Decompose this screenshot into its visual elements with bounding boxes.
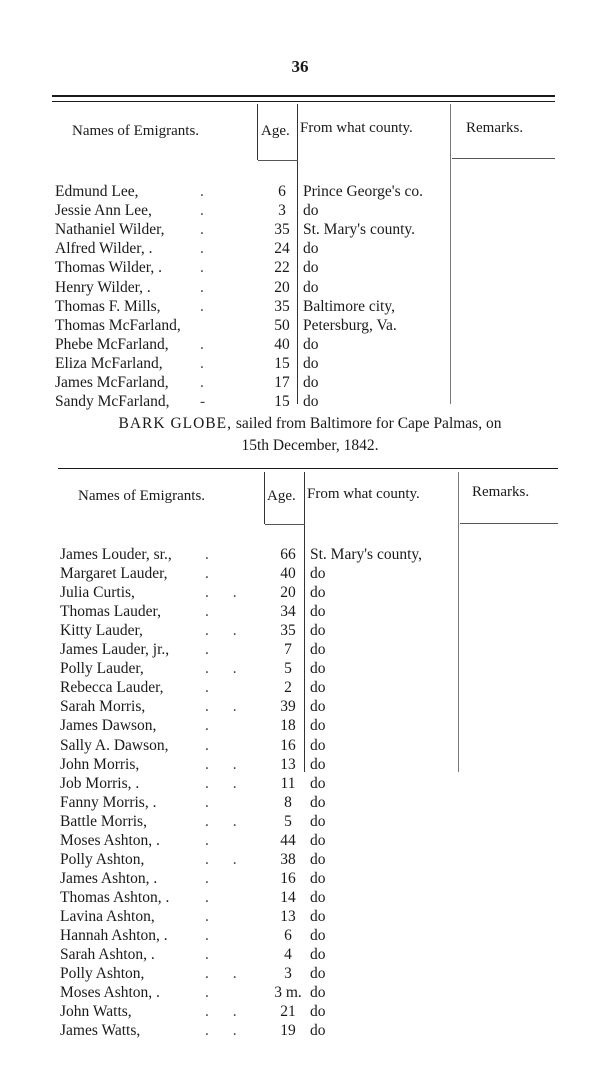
leader-dots: . xyxy=(205,946,219,964)
emigrant-county: do xyxy=(310,831,326,849)
table-row xyxy=(0,946,600,965)
leader-dots: . . xyxy=(205,850,247,868)
emigrant-age: 40 xyxy=(274,335,290,353)
emigrant-name: Jessie Ann Lee, xyxy=(55,202,152,220)
table-row xyxy=(0,240,600,259)
emigrant-name: James Ashton, . xyxy=(60,869,158,887)
emigrant-county: do xyxy=(310,622,326,640)
emigrant-name: Rebecca Lauder, xyxy=(60,679,164,697)
emigrant-name: Thomas Wilder, . xyxy=(55,259,162,277)
emigrant-age: 35 xyxy=(274,297,290,315)
leader-dots: . . xyxy=(205,965,247,983)
emigrant-name: Sally A. Dawson, xyxy=(60,736,169,754)
leader-dots: . . xyxy=(205,1022,247,1040)
emigrant-county: do xyxy=(310,1003,326,1021)
emigrant-name: James Watts, xyxy=(60,1022,141,1040)
table-row xyxy=(0,355,600,374)
emigrant-age: 6 xyxy=(278,183,286,200)
leader-dots: . xyxy=(205,793,219,811)
emigrant-age: 34 xyxy=(280,603,296,621)
table-row xyxy=(0,202,600,221)
leader-dots: . xyxy=(200,374,214,391)
emigrant-name: Eliza McFarland, xyxy=(55,354,163,372)
emigrant-county: do xyxy=(310,584,326,602)
emigrant-age: 7 xyxy=(284,641,292,659)
emigrant-county: do xyxy=(303,278,319,296)
emigrant-name: James Louder, sr., xyxy=(60,546,172,563)
emigrant-age: 19 xyxy=(280,1022,296,1040)
table-row xyxy=(0,603,600,622)
emigrant-county: do xyxy=(310,641,326,659)
table-2-column-divider-1 xyxy=(264,472,265,524)
table-row xyxy=(0,737,600,756)
leader-dots: . xyxy=(200,278,214,296)
ship-heading-line-1: sailed from Baltimore for Cape Palmas, on xyxy=(235,415,502,432)
emigrant-age: 66 xyxy=(280,546,296,563)
leader-dots: . xyxy=(200,221,214,239)
table-row xyxy=(0,584,600,603)
leader-dots: . . xyxy=(205,698,247,716)
table-row xyxy=(0,927,600,946)
emigrant-name: Sarah Morris, xyxy=(60,698,146,716)
emigrant-name: Julia Curtis, xyxy=(60,584,135,602)
emigrant-name: Polly Lauder, xyxy=(60,660,144,678)
emigrant-age: 44 xyxy=(280,831,296,849)
emigrant-name: Edmund Lee, xyxy=(55,183,139,200)
leader-dots: . xyxy=(200,240,214,258)
leader-dots: . xyxy=(205,565,219,583)
emigrant-name: Thomas McFarland, xyxy=(55,316,181,334)
emigrant-county: do xyxy=(310,717,326,735)
emigrant-county: do xyxy=(310,1022,326,1040)
emigrant-name: James Dawson, xyxy=(60,717,157,735)
emigrant-county: do xyxy=(310,736,326,754)
emigrant-county: do xyxy=(310,774,326,792)
table-row xyxy=(0,183,600,202)
leader-dots: . xyxy=(205,888,219,906)
header-rule-right xyxy=(452,158,555,159)
emigrant-county: St. Mary's county, xyxy=(310,546,423,563)
leader-dots: . xyxy=(205,641,219,659)
table-row xyxy=(0,1022,600,1041)
emigrant-county: do xyxy=(303,393,319,411)
emigrant-name: Job Morris, . xyxy=(60,774,140,792)
column-header-remarks: Remarks. xyxy=(466,120,524,136)
emigrant-county: do xyxy=(303,374,319,391)
table-row xyxy=(0,317,600,336)
page-number: 36 xyxy=(291,57,309,76)
emigrant-name: Battle Morris, xyxy=(60,812,147,830)
emigrant-age: 50 xyxy=(274,316,290,334)
emigrant-county: do xyxy=(310,565,326,583)
ship-heading xyxy=(50,413,570,457)
emigrant-age: 17 xyxy=(274,374,290,391)
table-2-header-rule xyxy=(265,524,305,525)
leader-dots: . xyxy=(205,869,219,887)
emigrant-age: 21 xyxy=(280,1003,296,1021)
leader-dots: . xyxy=(205,831,219,849)
emigrant-county: do xyxy=(310,965,326,983)
emigrant-name: Nathaniel Wilder, xyxy=(55,221,165,239)
table-2-column-header-remarks: Remarks. xyxy=(472,484,530,500)
leader-dots: . xyxy=(200,183,214,200)
table-row xyxy=(0,851,600,870)
column-divider-1 xyxy=(257,104,258,160)
emigrant-name: Moses Ashton, . xyxy=(60,984,160,1002)
table-row xyxy=(0,756,600,775)
emigrant-name: Sarah Ashton, . xyxy=(60,946,155,964)
table-row xyxy=(0,660,600,679)
emigrant-county: St. Mary's county. xyxy=(303,221,416,239)
emigrant-age: 4 xyxy=(284,946,292,964)
table-row xyxy=(0,679,600,698)
emigrant-age: 40 xyxy=(280,565,296,583)
emigrant-name: Thomas Ashton, . xyxy=(60,888,170,906)
emigrant-county: do xyxy=(310,850,326,868)
emigrant-name: Alfred Wilder, . xyxy=(55,240,153,258)
ship-name: BARK GLOBE, xyxy=(118,415,232,432)
emigrant-name: Phebe McFarland, xyxy=(55,335,169,353)
emigrant-age: 15 xyxy=(274,354,290,372)
table-row xyxy=(0,984,600,1003)
emigrant-name: Thomas F. Mills, xyxy=(55,297,161,315)
emigrant-age: 11 xyxy=(280,774,296,792)
emigrant-name: James Lauder, jr., xyxy=(60,641,170,659)
table-row xyxy=(0,889,600,908)
table-row xyxy=(0,832,600,851)
emigrant-county: do xyxy=(310,679,326,697)
table-row xyxy=(0,279,600,298)
emigrant-county: do xyxy=(303,259,319,277)
table-row xyxy=(0,775,600,794)
emigrant-age: 14 xyxy=(280,888,296,906)
table-row xyxy=(0,298,600,317)
emigrant-name: John Watts, xyxy=(60,1003,132,1021)
emigrant-age: 13 xyxy=(280,755,296,773)
emigrant-county: Prince George's co. xyxy=(303,183,424,200)
emigrant-county: Petersburg, Va. xyxy=(303,316,397,334)
table-row xyxy=(0,794,600,813)
leader-dots: . xyxy=(200,259,214,277)
emigrant-age: 18 xyxy=(280,717,296,735)
emigrant-age: 22 xyxy=(274,259,290,277)
emigrant-county: do xyxy=(310,888,326,906)
leader-dots: . . xyxy=(205,622,247,640)
leader-dots: . . xyxy=(205,755,247,773)
header-rule xyxy=(258,160,298,161)
emigrant-age: 16 xyxy=(280,869,296,887)
emigrant-name: Polly Ashton, xyxy=(60,965,145,983)
leader-dots: . . xyxy=(205,660,247,678)
emigrant-name: Thomas Lauder, xyxy=(60,603,161,621)
table-row xyxy=(0,698,600,717)
emigrant-name: Sandy McFarland, xyxy=(55,393,170,411)
leader-dots: . . xyxy=(205,774,247,792)
emigrant-name: Moses Ashton, . xyxy=(60,831,160,849)
leader-dots: . xyxy=(205,984,219,1002)
table-row xyxy=(0,813,600,832)
emigrant-county: do xyxy=(310,698,326,716)
emigrant-age: 2 xyxy=(284,679,292,697)
emigrant-name: Henry Wilder, . xyxy=(55,278,151,296)
table-row xyxy=(0,1003,600,1022)
leader-dots: . xyxy=(200,335,214,353)
column-header-county: From what county. xyxy=(300,120,413,136)
emigrant-name: James McFarland, xyxy=(55,374,169,391)
emigrant-age: 13 xyxy=(280,907,296,925)
leader-dots: . xyxy=(205,679,219,697)
emigrant-age: 35 xyxy=(274,221,290,239)
table-row xyxy=(0,374,600,393)
leader-dots: . xyxy=(200,354,214,372)
emigrant-county: do xyxy=(310,984,326,1002)
emigrant-county: do xyxy=(303,354,319,372)
leader-dots: . xyxy=(205,717,219,735)
emigrant-age: 8 xyxy=(284,793,292,811)
table-2-top-rule xyxy=(58,468,558,469)
leader-dots: . xyxy=(205,603,219,621)
emigrant-age: 15 xyxy=(274,393,290,411)
table-row xyxy=(0,870,600,889)
leader-dots: - xyxy=(200,393,216,411)
emigrant-county: do xyxy=(310,755,326,773)
table-row xyxy=(0,641,600,660)
emigrant-county: do xyxy=(310,603,326,621)
table-2-header-rule-right xyxy=(460,523,558,524)
table-row xyxy=(0,908,600,927)
emigrant-county: Baltimore city, xyxy=(303,297,395,315)
table-row xyxy=(0,565,600,584)
emigrant-county: do xyxy=(310,869,326,887)
table-row xyxy=(0,336,600,355)
emigrant-county: do xyxy=(303,202,319,220)
column-header-age: Age. xyxy=(261,123,290,139)
table-row xyxy=(0,717,600,736)
emigrant-name: Kitty Lauder, xyxy=(60,622,143,640)
emigrant-name: Fanny Morris, . xyxy=(60,793,157,811)
emigrant-age: 5 xyxy=(284,812,292,830)
emigrant-age: 5 xyxy=(284,660,292,678)
emigrant-age: 35 xyxy=(280,622,296,640)
emigrant-name: Lavina Ashton, xyxy=(60,907,155,925)
emigrant-county: do xyxy=(310,946,326,964)
table-row xyxy=(0,965,600,984)
table-2-column-header-age: Age. xyxy=(267,488,296,504)
leader-dots: . . xyxy=(205,812,247,830)
leader-dots: . . xyxy=(205,1003,247,1021)
emigrant-county: do xyxy=(310,927,326,944)
emigrant-age: 3 xyxy=(278,202,286,220)
leader-dots: . xyxy=(205,927,219,944)
emigrant-age: 38 xyxy=(280,850,296,868)
emigrant-age: 3 xyxy=(284,965,292,983)
emigrant-age: 20 xyxy=(280,584,296,602)
table-row xyxy=(0,622,600,641)
table-row xyxy=(0,546,600,565)
table-row xyxy=(0,393,600,412)
table-row xyxy=(0,221,600,240)
table-2-column-header-names: Names of Emigrants. xyxy=(78,488,206,504)
emigrant-age: 16 xyxy=(280,736,296,754)
leader-dots: . xyxy=(200,297,214,315)
emigrant-age: 39 xyxy=(280,698,296,716)
emigrant-age: 24 xyxy=(274,240,290,258)
column-header-names: Names of Emigrants. xyxy=(72,123,200,139)
emigrant-age: 6 xyxy=(284,927,292,944)
table-row xyxy=(0,259,600,278)
emigrant-name: Hannah Ashton, . xyxy=(60,927,168,944)
emigrant-county: do xyxy=(303,240,319,258)
emigrant-age: 3 m. xyxy=(274,984,302,1002)
emigrant-age: 20 xyxy=(274,278,290,296)
leader-dots: . . xyxy=(205,584,247,602)
emigrant-county: do xyxy=(310,812,326,830)
leader-dots: . xyxy=(205,546,219,563)
table-2-column-header-county: From what county. xyxy=(307,486,420,502)
leader-dots: . xyxy=(205,736,219,754)
ship-heading-line-2: 15th December, 1842. xyxy=(241,437,379,454)
emigrant-county: do xyxy=(310,660,326,678)
leader-dots: . xyxy=(200,202,214,220)
emigrant-county: do xyxy=(310,907,326,925)
emigrant-name: Polly Ashton, xyxy=(60,850,145,868)
top-double-rule-upper xyxy=(52,95,555,97)
emigrant-name: John Morris, xyxy=(60,755,140,773)
emigrant-county: do xyxy=(303,335,319,353)
top-double-rule-lower xyxy=(52,101,555,102)
emigrant-county: do xyxy=(310,793,326,811)
leader-dots: . xyxy=(205,907,219,925)
emigrant-name: Margaret Lauder, xyxy=(60,565,168,583)
